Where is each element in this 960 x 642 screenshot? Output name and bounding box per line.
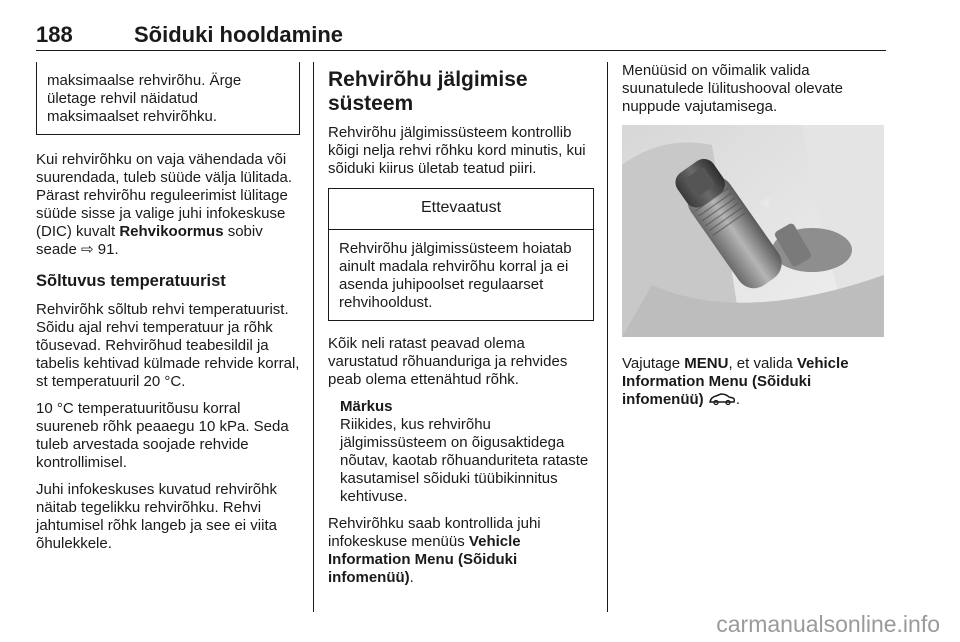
paragraph: Menüüsid on võimalik valida suunatulede lülitushooval olevate nuppude vajutamisega.	[622, 62, 843, 115]
note-text: Riikides, kus rehvirõhu jälgimissüsteem on õigusaktidega nõutav, kaotab rõhuanduriteta rataste kasutamisel sõiduki tüübikinnitus kehtivuse.	[340, 416, 589, 505]
section-heading: Rehvirõhu jälgimise süsteem	[328, 68, 528, 115]
column-2	[328, 62, 594, 596]
car-icon	[708, 391, 736, 408]
note	[328, 398, 594, 506]
paragraph: Kui rehvirõhku on vaja vähendada või suurendada, tuleb süüde välja lülitada. Pärast rehvirõhu reguleerimist lülitage süüde sisse ja valige juhi infokeskuse (DIC) kuvalt Rehvikoormus sobiv seade ⇨ 91.	[36, 151, 293, 258]
section-heading: Sõltuvus temperatuurist	[36, 272, 226, 290]
column-1	[36, 62, 300, 562]
menu-button-label: MENU	[684, 355, 729, 372]
menu-term: Vehicle Information Menu (Sõiduki infomenüü)	[328, 533, 521, 586]
paragraph: Juhi infokeskuses kuvatud rehvirõhk näitab tegelikku rehvirõhku. Rehvi jahtumisel rõhk langeb ja see ei viita õhulekkele.	[36, 481, 277, 552]
note-title: Märkus	[340, 398, 393, 415]
column-3	[622, 62, 888, 418]
caution-box	[328, 188, 594, 321]
caution-title: Ettevaatust	[329, 189, 593, 230]
paragraph: Kõik neli ratast peavad olema varustatud rõhuanduriga ja rehvides peab olema ettenähtud rõhk.	[328, 335, 568, 388]
header-rule	[36, 50, 886, 51]
paragraph: Rehvirõhku saab kontrollida juhi infokeskuse menüüs Vehicle Information Menu (Sõiduki infomenüü).	[328, 515, 541, 586]
warning-box-text: maksimaalse rehvirõhu. Ärge ületage rehvil näidatud maksimaalset rehvirõhku.	[47, 72, 242, 125]
caution-text: Rehvirõhu jälgimissüsteem hoiatab ainult madala rehvirõhu korral ja ei asenda juhipoolset regulaarset rehvihooldust.	[339, 240, 572, 311]
column-divider	[313, 62, 314, 612]
stalk-illustration	[622, 125, 884, 337]
paragraph: Rehvirõhu jälgimissüsteem kontrollib kõigi nelja rehvi rõhku kord minutis, kui sõiduki kiirus ületab teatud piiri.	[328, 124, 586, 177]
watermark: carmanualsonline.info	[716, 611, 940, 637]
warning-box-continued	[36, 62, 300, 135]
paragraph: Rehvirõhk sõltub rehvi temperatuurist. Sõidu ajal rehvi temperatuur ja rõhk tõusevad. Rehvirõhud teabesildil ja tabelis kehtivad külmade rehvide korral, st temperatuuril 20 °C.	[36, 301, 300, 390]
column-divider	[607, 62, 608, 612]
menu-term: Rehvikoormus	[119, 223, 224, 240]
page-reference-link[interactable]: ⇨ 91.	[81, 241, 119, 258]
menu-term: Vehicle Information Menu (Sõiduki infomenüü)	[622, 355, 849, 408]
page-number: 188	[36, 22, 73, 47]
page-title: Sõiduki hooldamine	[134, 22, 344, 47]
paragraph: Vajutage MENU, et valida Vehicle Information Menu (Sõiduki infomenüü) .	[622, 355, 849, 408]
paragraph: 10 °C temperatuuritõusu korral suureneb rõhk peaaegu 10 kPa. Seda tuleb arvestada soojade rehvide kontrollimisel.	[36, 400, 289, 471]
page-header	[36, 22, 886, 50]
turn-signal-stalk-photo	[622, 125, 884, 337]
